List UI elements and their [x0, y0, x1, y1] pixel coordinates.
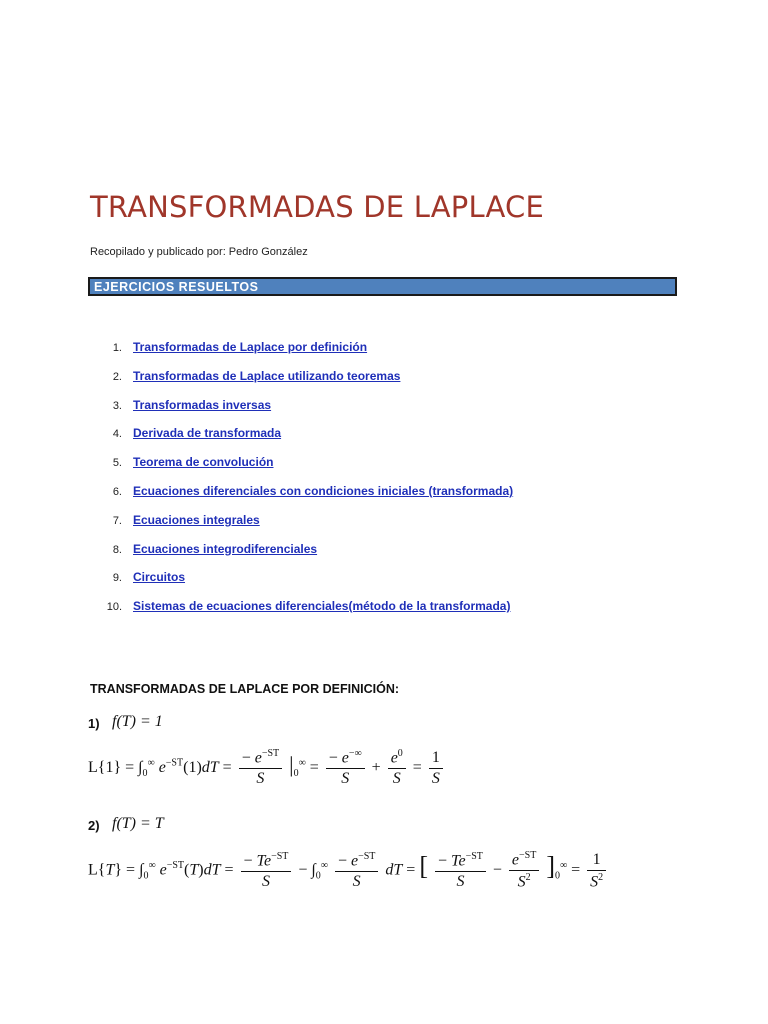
toc-number: 9.: [112, 572, 122, 585]
toc-item: [100, 482, 580, 511]
example-1-statement: f(T) = 1: [112, 713, 163, 730]
toc-item: [100, 367, 580, 396]
toc-item: [100, 568, 580, 597]
example-1-label: 1): [88, 716, 100, 731]
toc-item: [100, 597, 580, 626]
toc-item: [100, 396, 580, 425]
toc-link[interactable]: Circuitos: [133, 570, 186, 585]
toc-link[interactable]: Transformadas de Laplace utilizando teoremas: [133, 368, 401, 383]
toc-link[interactable]: Transformadas inversas: [133, 397, 272, 412]
toc-number: 7.: [112, 514, 122, 527]
toc-number: 8.: [112, 543, 122, 556]
toc-link[interactable]: Derivada de transformada: [133, 426, 282, 441]
toc-link[interactable]: Ecuaciones diferenciales con condiciones iniciales (transformada): [133, 483, 514, 498]
toc-link[interactable]: Teorema de convolución: [133, 455, 274, 470]
document-title: TRANSFORMADAS DE LAPLACE: [90, 190, 544, 224]
byline: Recopilado y publicado por: Pedro González: [90, 246, 308, 258]
toc-number: 10.: [106, 601, 122, 614]
toc-item: [100, 338, 580, 367]
toc-link[interactable]: Ecuaciones integrales: [133, 512, 260, 527]
toc-number: 3.: [112, 399, 122, 412]
example-2-statement: f(T) = T: [112, 815, 164, 832]
toc-number: 5.: [112, 457, 122, 470]
toc-link[interactable]: Transformadas de Laplace por definición: [133, 340, 368, 354]
example-1-formula: $L\{1\} = \int_0^\infty$ $e^{-ST}(1)dT$ = $\frac{- e^{-ST}}{S}$ $|_0^\infty$ = $\frac{- e^{-\infty}}{S}$ + $\frac{e^0}{S}$ = $\frac{1}{S}$: [88, 748, 446, 788]
section-banner: [88, 277, 677, 296]
toc-item: [100, 424, 580, 453]
toc-number: 1.: [112, 342, 122, 354]
toc-item: [100, 511, 580, 540]
example-2-label: 2): [88, 818, 100, 833]
toc-number: 6.: [112, 485, 122, 498]
toc-link[interactable]: Ecuaciones integrodiferenciales: [133, 541, 318, 556]
toc-number: 2.: [112, 370, 122, 383]
toc-item: [100, 540, 580, 569]
banner-label: EJERCICIOS RESUELTOS: [94, 280, 259, 294]
toc-link[interactable]: Sistemas de ecuaciones diferenciales(método de la transformada): [133, 599, 511, 614]
toc-item: [100, 453, 580, 482]
toc-number: 4.: [112, 428, 122, 441]
example-2-formula: $L\{T\} = \int_0^\infty$ $e^{-ST}(T)dT$ = $\frac{- Te^{-ST}}{S}$ − $\int_0^\infty$ $\frac{- e^{-ST}}{S}$ dT = [ $\frac{- Te^{-ST}}{S}$ − $\frac{e^{-ST}}{S^2}$ ]$_0^\infty$ = $\frac{1}{S^2}$: [88, 850, 609, 892]
table-of-contents: [100, 338, 580, 626]
section-heading: TRANSFORMADAS DE LAPLACE POR DEFINICIÓN:: [90, 682, 400, 696]
